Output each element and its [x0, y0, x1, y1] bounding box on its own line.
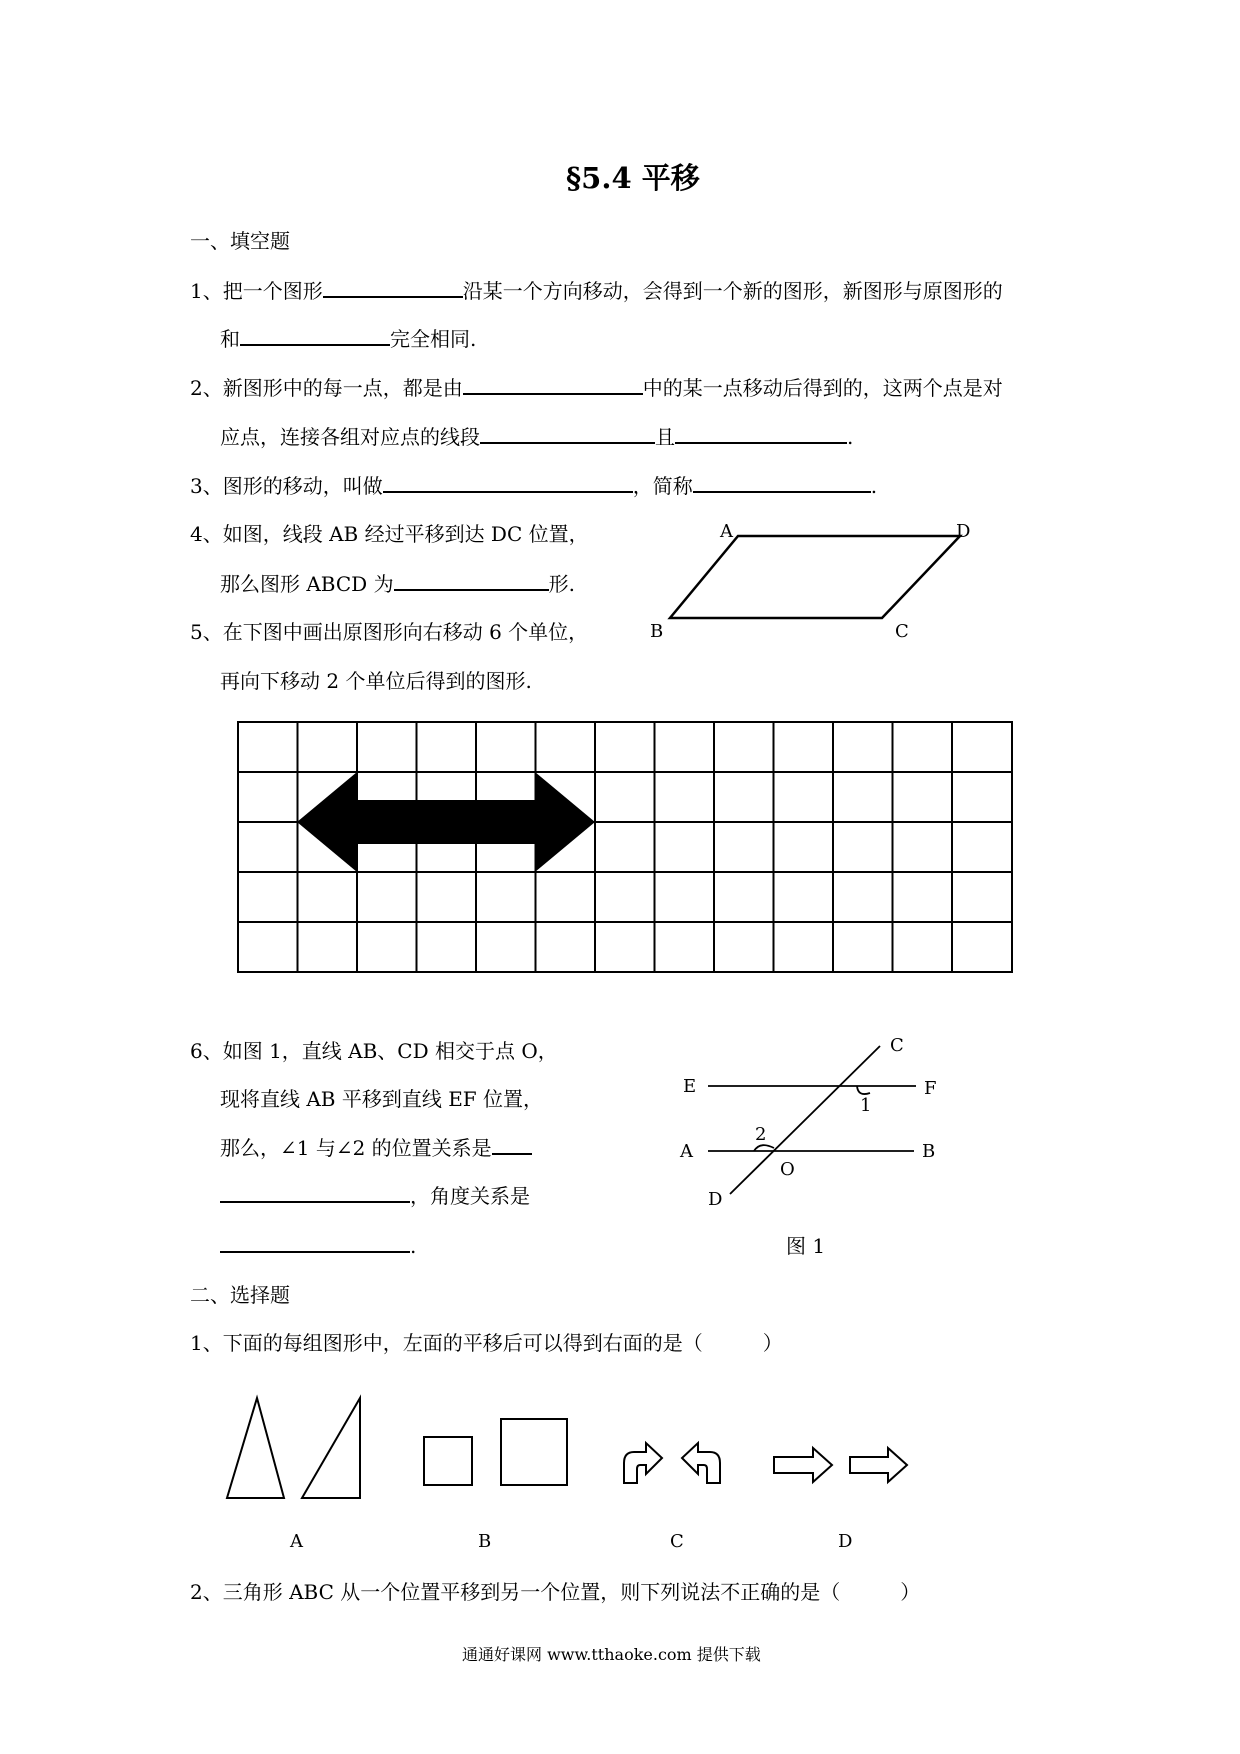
option-d-label[interactable]: D: [838, 1531, 853, 1552]
option-a-left-triangle: [227, 1398, 284, 1498]
label-d: D: [708, 1189, 723, 1210]
section-heading-fill-blank: 一、填空题: [190, 229, 290, 253]
question-2-line-1: 2、新图形中的每一点，都是由 中的某一点移动后得到的，这两个点是对: [190, 376, 1003, 400]
mc-question-1: 1、下面的每组图形中，左面的平移后可以得到右面的是（ ）: [190, 1331, 783, 1355]
option-c-right-curved-arrow: [624, 1443, 662, 1483]
label-a: A: [720, 521, 733, 542]
label-angle-2: 2: [755, 1124, 767, 1145]
option-c-left-curved-arrow: [682, 1443, 720, 1483]
label-angle-1: 1: [860, 1095, 872, 1116]
label-f: F: [924, 1078, 937, 1099]
label-b: B: [650, 621, 664, 642]
option-b-label[interactable]: B: [478, 1531, 492, 1552]
label-b: B: [922, 1141, 936, 1162]
question-6-line-1: 6、如图 1，直线 AB、CD 相交于点 O，: [190, 1039, 558, 1063]
option-b-small-square: [424, 1437, 472, 1485]
question-6-line-4: ，角度关系是: [220, 1183, 530, 1208]
question-6-line-2: 现将直线 AB 平移到直线 EF 位置，: [220, 1087, 544, 1111]
label-e: E: [683, 1076, 697, 1097]
question-5-line-1: 5、在下图中画出原图形向右移动 6 个单位，: [190, 620, 589, 644]
option-d-left-arrow: [774, 1448, 832, 1482]
mc-question-2: 2、三角形 ABC 从一个位置平移到另一个位置，则下列说法不正确的是（ ）: [190, 1580, 921, 1604]
question-1-line-1: 1、把一个图形 沿某一个方向移动，会得到一个新的图形，新图形与原图形的: [190, 279, 1003, 303]
page-title: §5.4 平移: [566, 161, 700, 195]
option-d-right-arrow: [850, 1448, 907, 1482]
label-d: D: [956, 521, 971, 542]
label-c: C: [890, 1035, 904, 1056]
label-c: C: [895, 621, 909, 642]
label-a: A: [680, 1141, 693, 1162]
question-1-line-2: 和 完全相同.: [220, 327, 477, 351]
question-3: 3、图形的移动，叫做 ，简称 .: [190, 474, 878, 498]
question-6-line-5: .: [220, 1233, 416, 1258]
question-6-line-3: 那么，∠1 与∠2 的位置关系是: [220, 1135, 532, 1160]
page-footer: 通通好课网 www.tthaoke.com 提供下载: [462, 1645, 761, 1664]
question-5-line-2: 再向下移动 2 个单位后得到的图形.: [220, 669, 532, 693]
section-heading-multiple-choice: 二、选择题: [190, 1283, 290, 1307]
option-c-label[interactable]: C: [670, 1531, 684, 1552]
option-b-large-square: [501, 1419, 567, 1485]
question-4-line-1: 4、如图，线段 AB 经过平移到达 DC 位置，: [190, 522, 589, 546]
option-a-right-triangle: [302, 1398, 360, 1498]
figure-caption: 图 1: [786, 1234, 826, 1258]
question-2-line-2: 应点，连接各组对应点的线段 且 .: [220, 425, 854, 449]
question-4-line-2: 那么图形 ABCD 为 形.: [220, 572, 575, 596]
label-o: O: [780, 1159, 795, 1180]
option-a-label[interactable]: A: [290, 1531, 303, 1552]
